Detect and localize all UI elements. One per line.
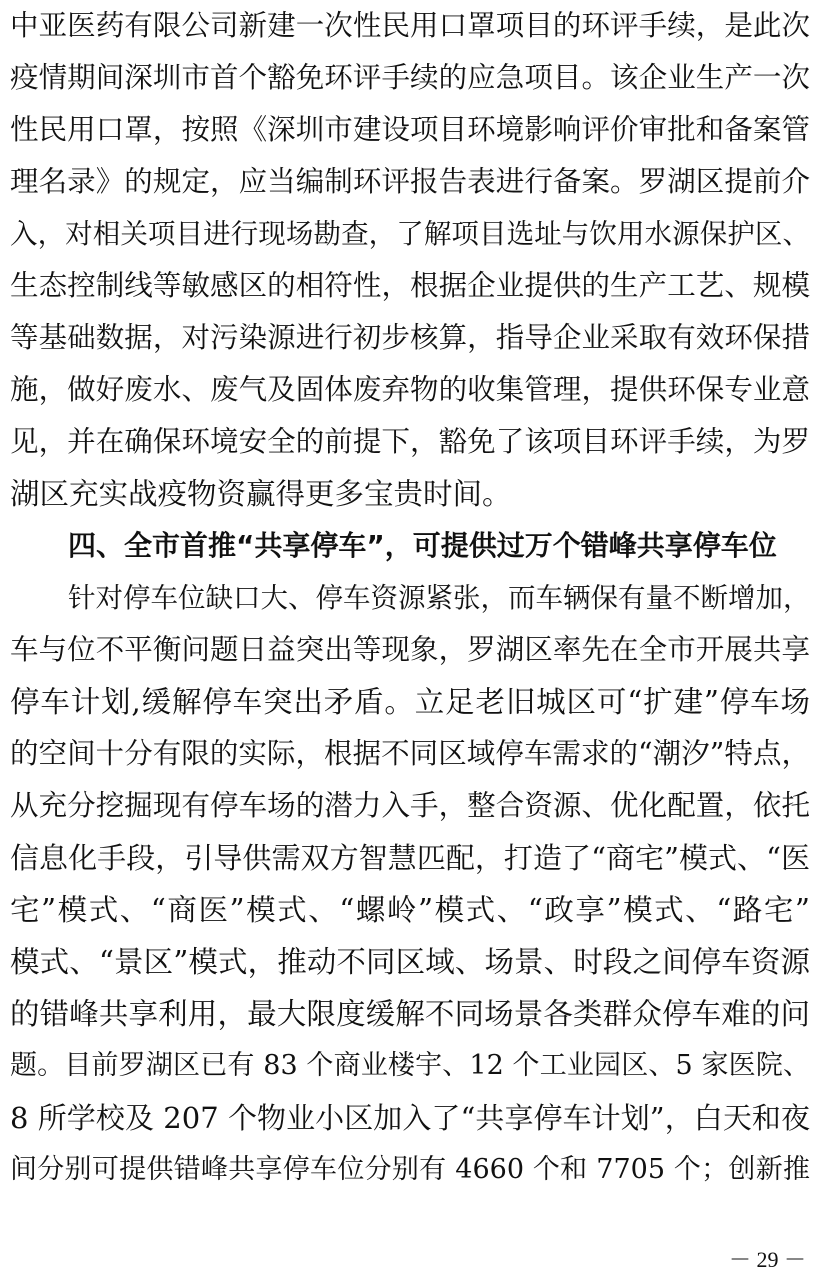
text-line: 从充分挖掘现有停车场的潜力入手，整合资源、优化配置，依托 (10, 789, 810, 822)
text-line: 停车计划,缓解停车突出矛盾。立足老旧城区可“扩建”停车场 (10, 685, 810, 719)
page-number: － 29 － (728, 1247, 806, 1272)
text-line: 题。目前罗湖区已有 83 个商业楼宇、12 个工业园区、5 家医院、 (10, 1050, 810, 1081)
text-line: 信息化手段，引导供需双方智慧匹配，打造了“商宅”模式、“医 (10, 841, 810, 875)
text-line: 宅”模式、“商医”模式、“螺岭”模式、“政享”模式、“路宅” (10, 893, 810, 927)
text-line: 性民用口罩，按照《深圳市建设项目环境影响评价审批和备案管 (10, 113, 810, 146)
text-line: 模式、“景区”模式，推动不同区域、场景、时段之间停车资源 (10, 945, 810, 979)
text-line: 车与位不平衡问题日益突出等现象，罗湖区率先在全市开展共享 (10, 633, 810, 666)
text-line: 见，并在确保环境安全的前提下，豁免了该项目环评手续，为罗 (10, 425, 810, 458)
text-line: 入，对相关项目进行现场勘查，了解项目选址与饮用水源保护区、 (10, 218, 810, 250)
text-line: 生态控制线等敏感区的相符性，根据企业提供的生产工艺、规模 (10, 269, 810, 302)
text-line: 间分别可提供错峰共享停车位分别有 4660 个和 7705 个；创新推 (10, 1154, 810, 1185)
text-line: 疫情期间深圳市首个豁免环评手续的应急项目。该企业生产一次 (10, 61, 810, 94)
text-line: 等基础数据，对污染源进行初步核算，指导企业采取有效环保措 (10, 321, 810, 354)
text-line: 中亚医药有限公司新建一次性民用口罩项目的环评手续，是此次 (10, 9, 810, 42)
text-line: 施，做好废水、废气及固体废弃物的收集管理，提供环保专业意 (10, 373, 810, 406)
text-line: 的错峰共享利用，最大限度缓解不同场景各类群众停车难的问 (10, 997, 810, 1031)
text-line: 的空间十分有限的实际，根据不同区域停车需求的“潮汐”特点， (10, 737, 810, 770)
text-line: 8 所学校及 207 个物业小区加入了“共享停车计划”，白天和夜 (10, 1101, 810, 1135)
text-line: 湖区充实战疫物资赢得更多宝贵时间。 (10, 477, 512, 511)
text-line: 针对停车位缺口大、停车资源紧张，而车辆保有量不断增加， (68, 582, 810, 614)
section-heading: 四、全市首推“共享停车”，可提供过万个错峰共享停车位 (68, 529, 777, 562)
text-line: 理名录》的规定，应当编制环评报告表进行备案。罗湖区提前介 (10, 165, 810, 198)
